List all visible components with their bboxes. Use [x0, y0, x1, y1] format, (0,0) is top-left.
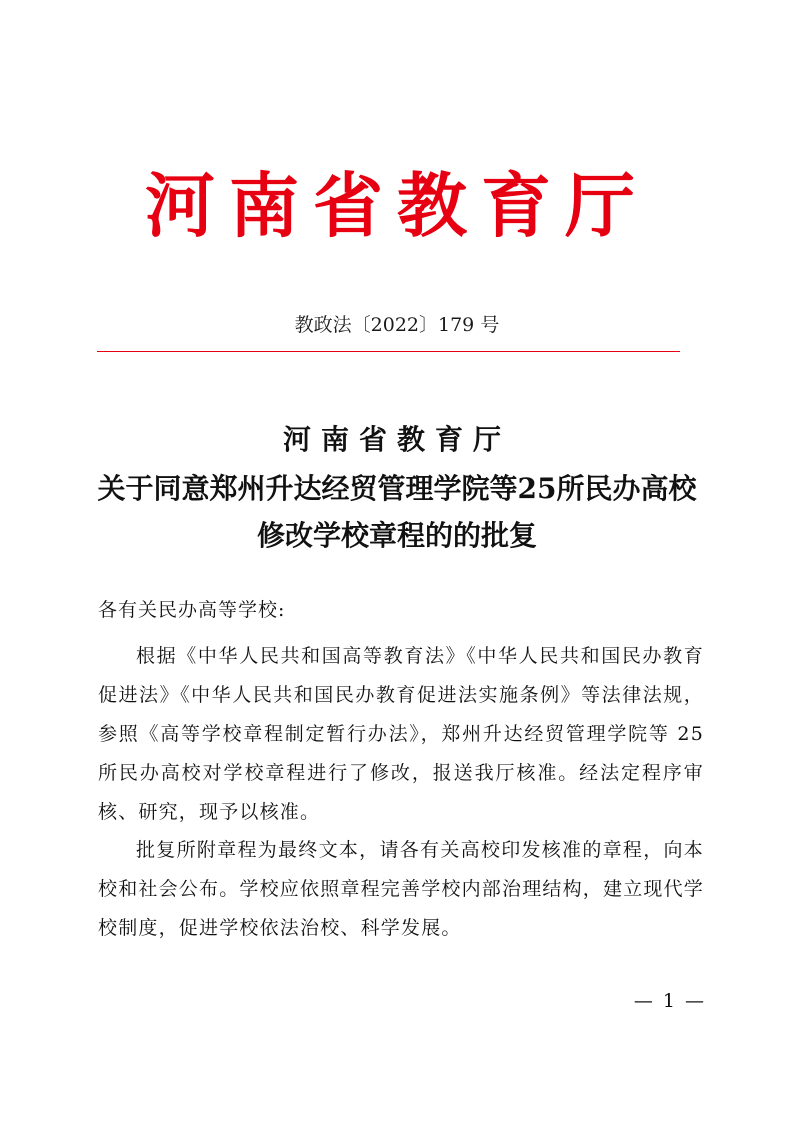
document-title-line-3: 修改学校章程的的批复: [256, 519, 537, 552]
body-paragraph: 根据《中华人民共和国高等教育法》《中华人民共和国民办教育促进法》《中华人民共和国民办教育促进法实施条例》等法律法规，参照《高等学校章程制定暂行办法》，郑州升达经贸管理学院等 25 所民办高校对学校章程进行了修改，报送我厅核准。经法定程序审核、研究，现予以核准。: [98, 645, 704, 823]
body-paragraph: 批复所附章程为最终文本，请各有关高校印发核准的章程，向本校和社会公布。学校应依照章程完善学校内部治理结构，建立现代学校制度，促进学校依法治校、科学发展。: [98, 839, 705, 939]
document-title-line-1: 河南省教育厅: [282, 423, 511, 456]
page-number: — 1 —: [633, 990, 706, 1012]
salutation: 各有关民办高等学校:: [98, 599, 286, 621]
issuing-authority-masthead: 河南省教育厅: [145, 164, 649, 247]
document-title-line-2: 关于同意郑州升达经贸管理学院等25所民办高校: [97, 472, 697, 505]
document-number: 教政法〔2022〕179 号: [294, 314, 500, 336]
red-divider-line: [97, 351, 680, 352]
